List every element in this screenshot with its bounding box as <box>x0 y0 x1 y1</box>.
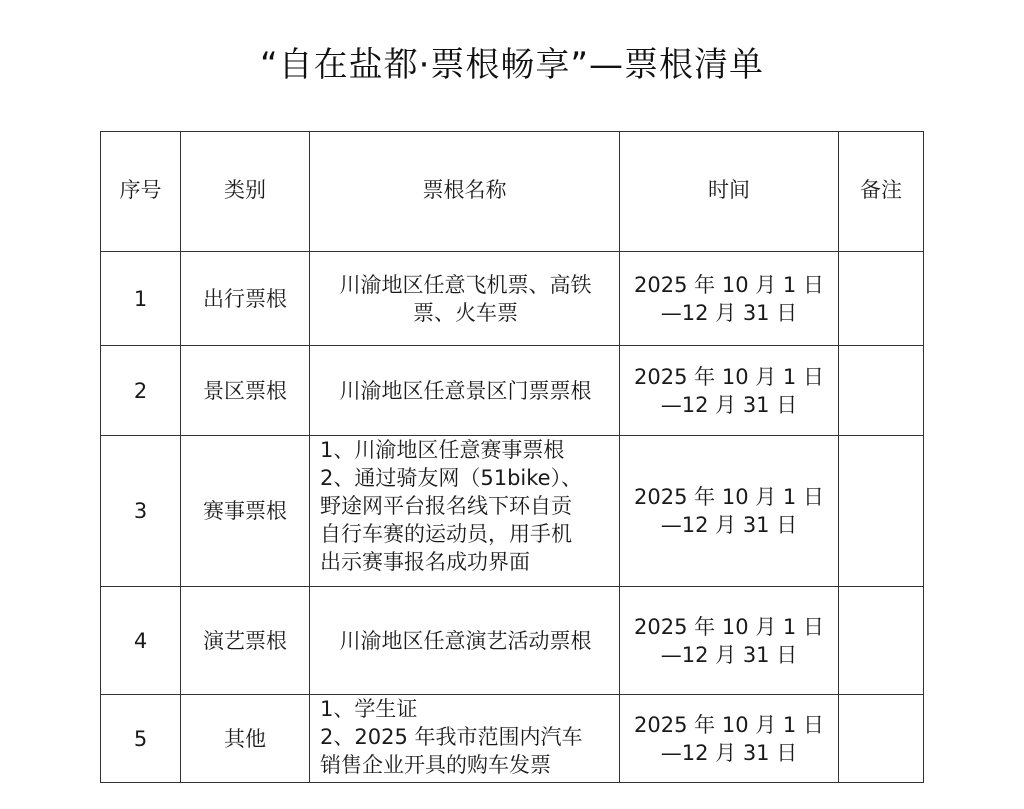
ticket-name-line: 销售企业开具的购车发票 <box>320 753 551 777</box>
row-ticket-name <box>310 346 620 436</box>
header-ticket-name: 票根名称 <box>310 132 620 252</box>
document-title: “自在盐都·票根畅享”—票根清单 <box>259 45 765 85</box>
row-category: 演艺票根 <box>181 587 310 695</box>
row-index: 2 <box>101 346 181 436</box>
time-line: —12 月 31 日 <box>660 392 798 417</box>
ticket-name-line: 川渝地区任意演艺活动票根 <box>339 628 592 653</box>
table-row <box>101 695 924 783</box>
time-line: 2025 年 10 月 1 日 <box>634 364 824 389</box>
row-category: 其他 <box>181 695 310 783</box>
time-line: —12 月 31 日 <box>660 740 798 765</box>
header-time: 时间 <box>620 132 839 252</box>
row-note <box>839 587 924 695</box>
row-ticket-name <box>310 695 620 783</box>
ticket-name-line: 出示赛事报名成功界面 <box>320 550 530 574</box>
row-ticket-name <box>310 587 620 695</box>
row-time <box>620 252 839 346</box>
row-note <box>839 252 924 346</box>
ticket-name-line: 野途网平台报名线下环自贡 <box>320 494 572 518</box>
ticket-name-line: 川渝地区任意飞机票、高铁 <box>339 272 592 297</box>
row-ticket-name <box>310 252 620 346</box>
row-category: 赛事票根 <box>181 436 310 587</box>
header-note: 备注 <box>839 132 924 252</box>
table-header-row <box>101 132 924 252</box>
time-line: —12 月 31 日 <box>660 642 798 667</box>
row-category: 出行票根 <box>181 252 310 346</box>
table-row <box>101 436 924 587</box>
time-line: 2025 年 10 月 1 日 <box>634 485 824 509</box>
ticket-name-line: 1、川渝地区任意赛事票根 <box>320 438 565 462</box>
row-category: 景区票根 <box>181 346 310 436</box>
ticket-list-table <box>100 131 924 783</box>
table-row <box>101 252 924 346</box>
time-line: 2025 年 10 月 1 日 <box>634 614 824 639</box>
header-category: 类别 <box>181 132 310 252</box>
ticket-name-line: 2、2025 年我市范围内汽车 <box>320 725 583 749</box>
row-index: 3 <box>101 436 181 587</box>
ticket-name-line: 1、学生证 <box>320 697 418 721</box>
time-line: 2025 年 10 月 1 日 <box>634 272 824 297</box>
ticket-name-line: 川渝地区任意景区门票票根 <box>339 378 592 403</box>
table-row <box>101 346 924 436</box>
table-row <box>101 587 924 695</box>
row-note <box>839 346 924 436</box>
row-index: 1 <box>101 252 181 346</box>
row-note <box>839 436 924 587</box>
ticket-name-line: 自行车赛的运动员，用手机 <box>320 522 572 546</box>
time-line: 2025 年 10 月 1 日 <box>634 712 824 737</box>
time-line: —12 月 31 日 <box>660 300 798 325</box>
row-index: 5 <box>101 695 181 783</box>
row-time <box>620 695 839 783</box>
ticket-name-line: 票、火车票 <box>413 300 518 325</box>
row-index: 4 <box>101 587 181 695</box>
ticket-name-line: 2、通过骑友网（51bike）、 <box>320 466 583 490</box>
row-time <box>620 436 839 587</box>
header-index: 序号 <box>101 132 181 252</box>
time-line: —12 月 31 日 <box>660 513 798 537</box>
row-time <box>620 587 839 695</box>
row-ticket-name <box>310 436 620 587</box>
row-note <box>839 695 924 783</box>
row-time <box>620 346 839 436</box>
